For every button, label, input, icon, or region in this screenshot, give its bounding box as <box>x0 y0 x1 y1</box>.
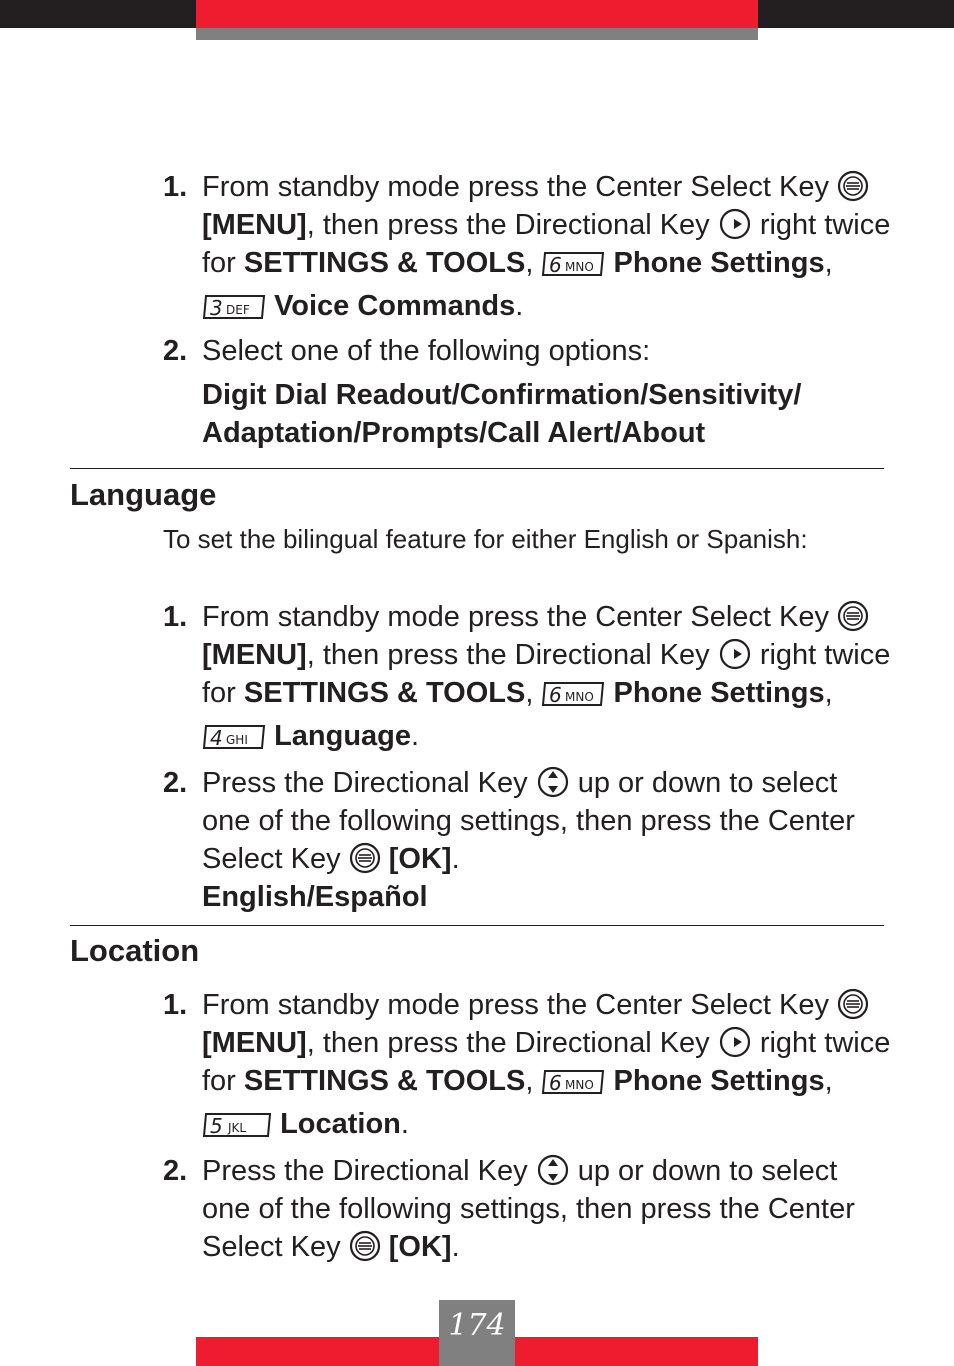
step-number: 2. <box>163 767 188 799</box>
language-intro: To set the bilingual feature for either English or Spanish: <box>163 524 808 554</box>
step-number: 1. <box>163 601 188 633</box>
step-number: 2. <box>163 335 188 367</box>
step-number: 2. <box>163 1155 188 1187</box>
location-heading: Location <box>70 933 200 968</box>
key-3-def-icon <box>202 292 266 330</box>
top-bar-gray <box>196 28 758 40</box>
options-list: Digit Dial Readout/Confirmation/Sensitivity/ Adaptation/Prompts/Call Alert/About <box>202 379 802 449</box>
step-2: 2. Select one of the following options: <box>0 332 892 370</box>
center-select-key-icon <box>349 842 381 874</box>
location-steps <box>0 986 954 1266</box>
svg-text:5: 5 <box>210 1114 223 1138</box>
key-6-mno-icon <box>541 679 605 717</box>
svg-text:6: 6 <box>549 1071 563 1095</box>
center-select-key-icon <box>837 600 869 632</box>
directional-updown-icon <box>536 1154 570 1186</box>
section-divider <box>70 468 884 469</box>
directional-updown-icon <box>536 766 570 798</box>
step-2: 2. Press the Directional Key up or down to select one of the following settings, then press the Center Select Key [OK]. <box>0 764 892 878</box>
language-heading: Language <box>70 477 217 512</box>
language-steps <box>0 598 954 916</box>
step-1: 1. From standby mode press the Center Select Key [MENU], then press the Directional Key right twice for SETTINGS & TOOLS, 6 MNO Phone Settings, 4 GHI Language. <box>0 598 892 760</box>
key-6-mno-icon <box>541 1067 605 1105</box>
center-select-key-icon <box>837 988 869 1020</box>
step-number: 1. <box>163 989 188 1021</box>
options-list: English/Español <box>202 881 428 913</box>
key-5-jkl-icon <box>202 1110 272 1148</box>
svg-text:GHI: GHI <box>226 733 248 747</box>
svg-text:JKL: JKL <box>228 1121 247 1135</box>
directional-right-icon <box>718 638 752 670</box>
page-number: 174 <box>448 1308 506 1343</box>
key-6-mno-icon <box>541 249 605 287</box>
step-number: 1. <box>163 171 188 203</box>
step-1: 1. From standby mode press the Center Select Key [MENU], then press the Directional Key right twice for SETTINGS & TOOLS, 6 MNO Phone Settings, 5 JKL Location. <box>0 986 892 1148</box>
svg-text:3: 3 <box>210 296 223 320</box>
svg-text:6: 6 <box>549 253 563 277</box>
directional-right-icon <box>718 1026 752 1058</box>
svg-text:4: 4 <box>210 726 223 750</box>
section-divider <box>70 925 884 926</box>
step-1: 1. From standby mode press the Center Select Key [MENU], then press the Directional Key right twice for SETTINGS & TOOLS, 6 MNO Phone Settings, 3 DEF Voice Commands. <box>0 168 892 330</box>
svg-text:MNO: MNO <box>565 260 595 274</box>
voice-commands-steps <box>0 168 954 452</box>
center-select-key-icon <box>349 1230 381 1262</box>
svg-text:MNO: MNO <box>565 690 595 704</box>
svg-text:MNO: MNO <box>565 1078 595 1092</box>
directional-right-icon <box>718 208 752 240</box>
center-select-key-icon <box>837 170 869 202</box>
svg-text:DEF: DEF <box>226 303 250 317</box>
top-bar-red <box>196 0 758 28</box>
key-4-ghi-icon <box>202 722 266 760</box>
step-2: 2. Press the Directional Key up or down to select one of the following settings, then press the Center Select Key [OK]. <box>0 1152 892 1266</box>
svg-text:6: 6 <box>549 683 563 707</box>
